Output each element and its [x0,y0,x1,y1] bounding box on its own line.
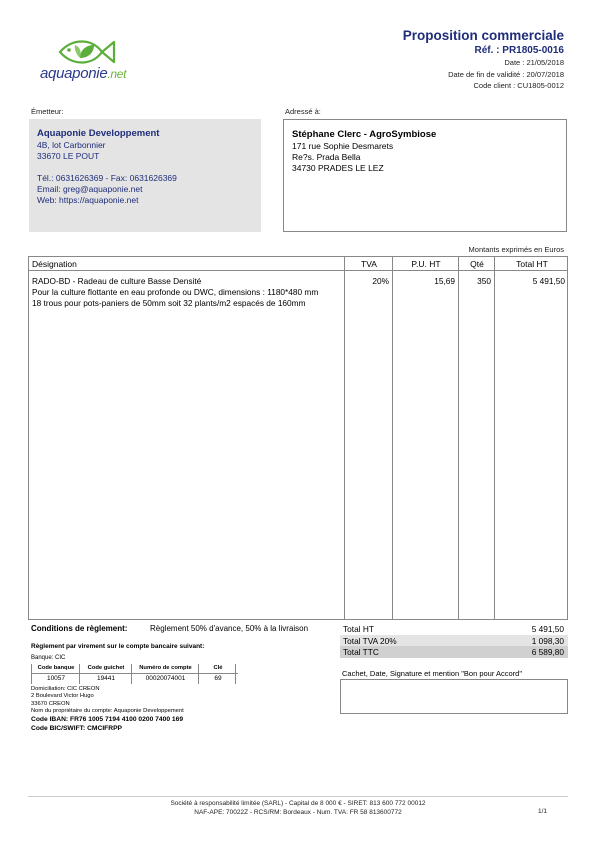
logo-wordmark: aquaponie.net [40,65,127,82]
designation-column [29,257,345,619]
bank-transfer-title: Règlement par virement sur le compte bancaire suivant: [31,643,205,650]
recipient-address-1: 171 rue Sophie Desmarets [292,141,394,151]
sender-name: Aquaponie Developpement [37,128,160,139]
sender-address-1: 4B, lot Carbonnier [37,140,106,150]
tva-column [345,257,393,619]
total-ttc-row: Total TTC 6 589,80 [340,646,568,658]
validity-date: Date de fin de validité : 20/07/2018 [448,69,564,79]
document-header [403,28,564,92]
sender-address-2: 33670 LE POUT [37,151,100,161]
item-quantity: 350 [477,276,491,286]
sender-email: Email: greg@aquaponie.net [37,184,143,194]
recipient-name: Stéphane Clerc - AgroSymbiose [292,129,437,140]
fish-leaf-icon [56,36,136,68]
header-total: Total HT [516,259,548,269]
account-number-header: Numéro de compte [139,665,192,671]
document-date: Date : 21/05/2018 [504,58,564,67]
sender-label: Émetteur: [31,107,64,116]
signature-label: Cachet, Date, Signature et mention "Bon pour Accord" [342,669,523,678]
item-description: RADO-BD - Radeau de culture Basse Densité Pour la culture flottante en eau profonde ou DWC, dimensions : 1180*480 mm 18 trous pour pots-paniers de 50mm soit 32 plants/m2 espacés de 160mm [32,276,319,308]
table-header [29,257,567,271]
conditions-label: Conditions de règlement: [31,624,128,633]
item-tva: 20% [372,276,389,286]
company-logo [36,36,146,88]
page-number: 1/1 [537,808,547,815]
bic-code: Code BIC/SWIFT: CMCIFRPP [31,724,123,732]
client-code: Code client : CU1805-0012 [473,81,564,90]
header-pu: P.U. HT [411,259,441,269]
bank-code-header: Code banque [37,665,75,671]
bank-code-value: 10057 [46,675,66,682]
header-tva: TVA [361,259,377,269]
sender-box [29,119,261,232]
total-ht-row: Total HT 5 491,50 [343,624,564,634]
conditions-value: Règlement 50% d'avance, 50% à la livraison [150,624,309,633]
signature-box [340,679,568,714]
branch-code-header: Code guichet [87,665,125,671]
domiciliation-block: Domiciliation: CIC CREON 2 Boulevard Victor Hugo 33670 CREON Nom du propriétaire du compte: Aquaponie Developpement [31,686,184,714]
document-title: Proposition commerciale [402,28,564,43]
key-header: Clé [213,665,223,671]
item-unit-price: 15,69 [434,276,455,286]
pu-column [393,257,459,619]
totals-block [340,623,568,658]
total-tva-row: Total TVA 20% 1 098,30 [340,635,568,647]
iban-block [31,716,183,733]
branch-code-value: 19441 [96,675,116,682]
document-reference: Réf. : PR1805-0016 [474,45,564,56]
recipient-address-3: 34730 PRADES LE LEZ [292,163,384,173]
recipient-label: Adressé à: [285,107,321,116]
currency-note: Montants exprimés en Euros [468,245,564,254]
recipient-address-2: Re?s. Prada Bella [292,152,361,162]
account-number-value: 00020074001 [145,675,186,682]
footer-divider [28,796,568,797]
sender-web: Web: https://aquaponie.net [37,195,139,205]
legal-footer: Société à responsabilité limitée (SARL) - Capital de 8 000 € - SIRET: 813 600 772 00012 NAF-APE: 70022Z - RCS/RM: Bordeaux - Num. TVA: FR 58 813600772 [170,800,426,816]
items-table [28,256,568,620]
item-total: 5 491,50 [532,276,565,286]
bank-name: Banque: CIC [31,655,66,661]
key-value: 69 [214,675,222,682]
recipient-box [283,119,567,232]
bank-details-table [31,664,238,684]
header-qty: Qté [470,259,484,269]
sender-phone: Tél.: 0631626369 - Fax: 0631626369 [37,173,177,183]
qty-column [459,257,495,619]
iban-code: Code IBAN: FR76 1005 7194 4100 0200 7400 169 [31,716,184,723]
header-designation: Désignation [32,259,77,269]
